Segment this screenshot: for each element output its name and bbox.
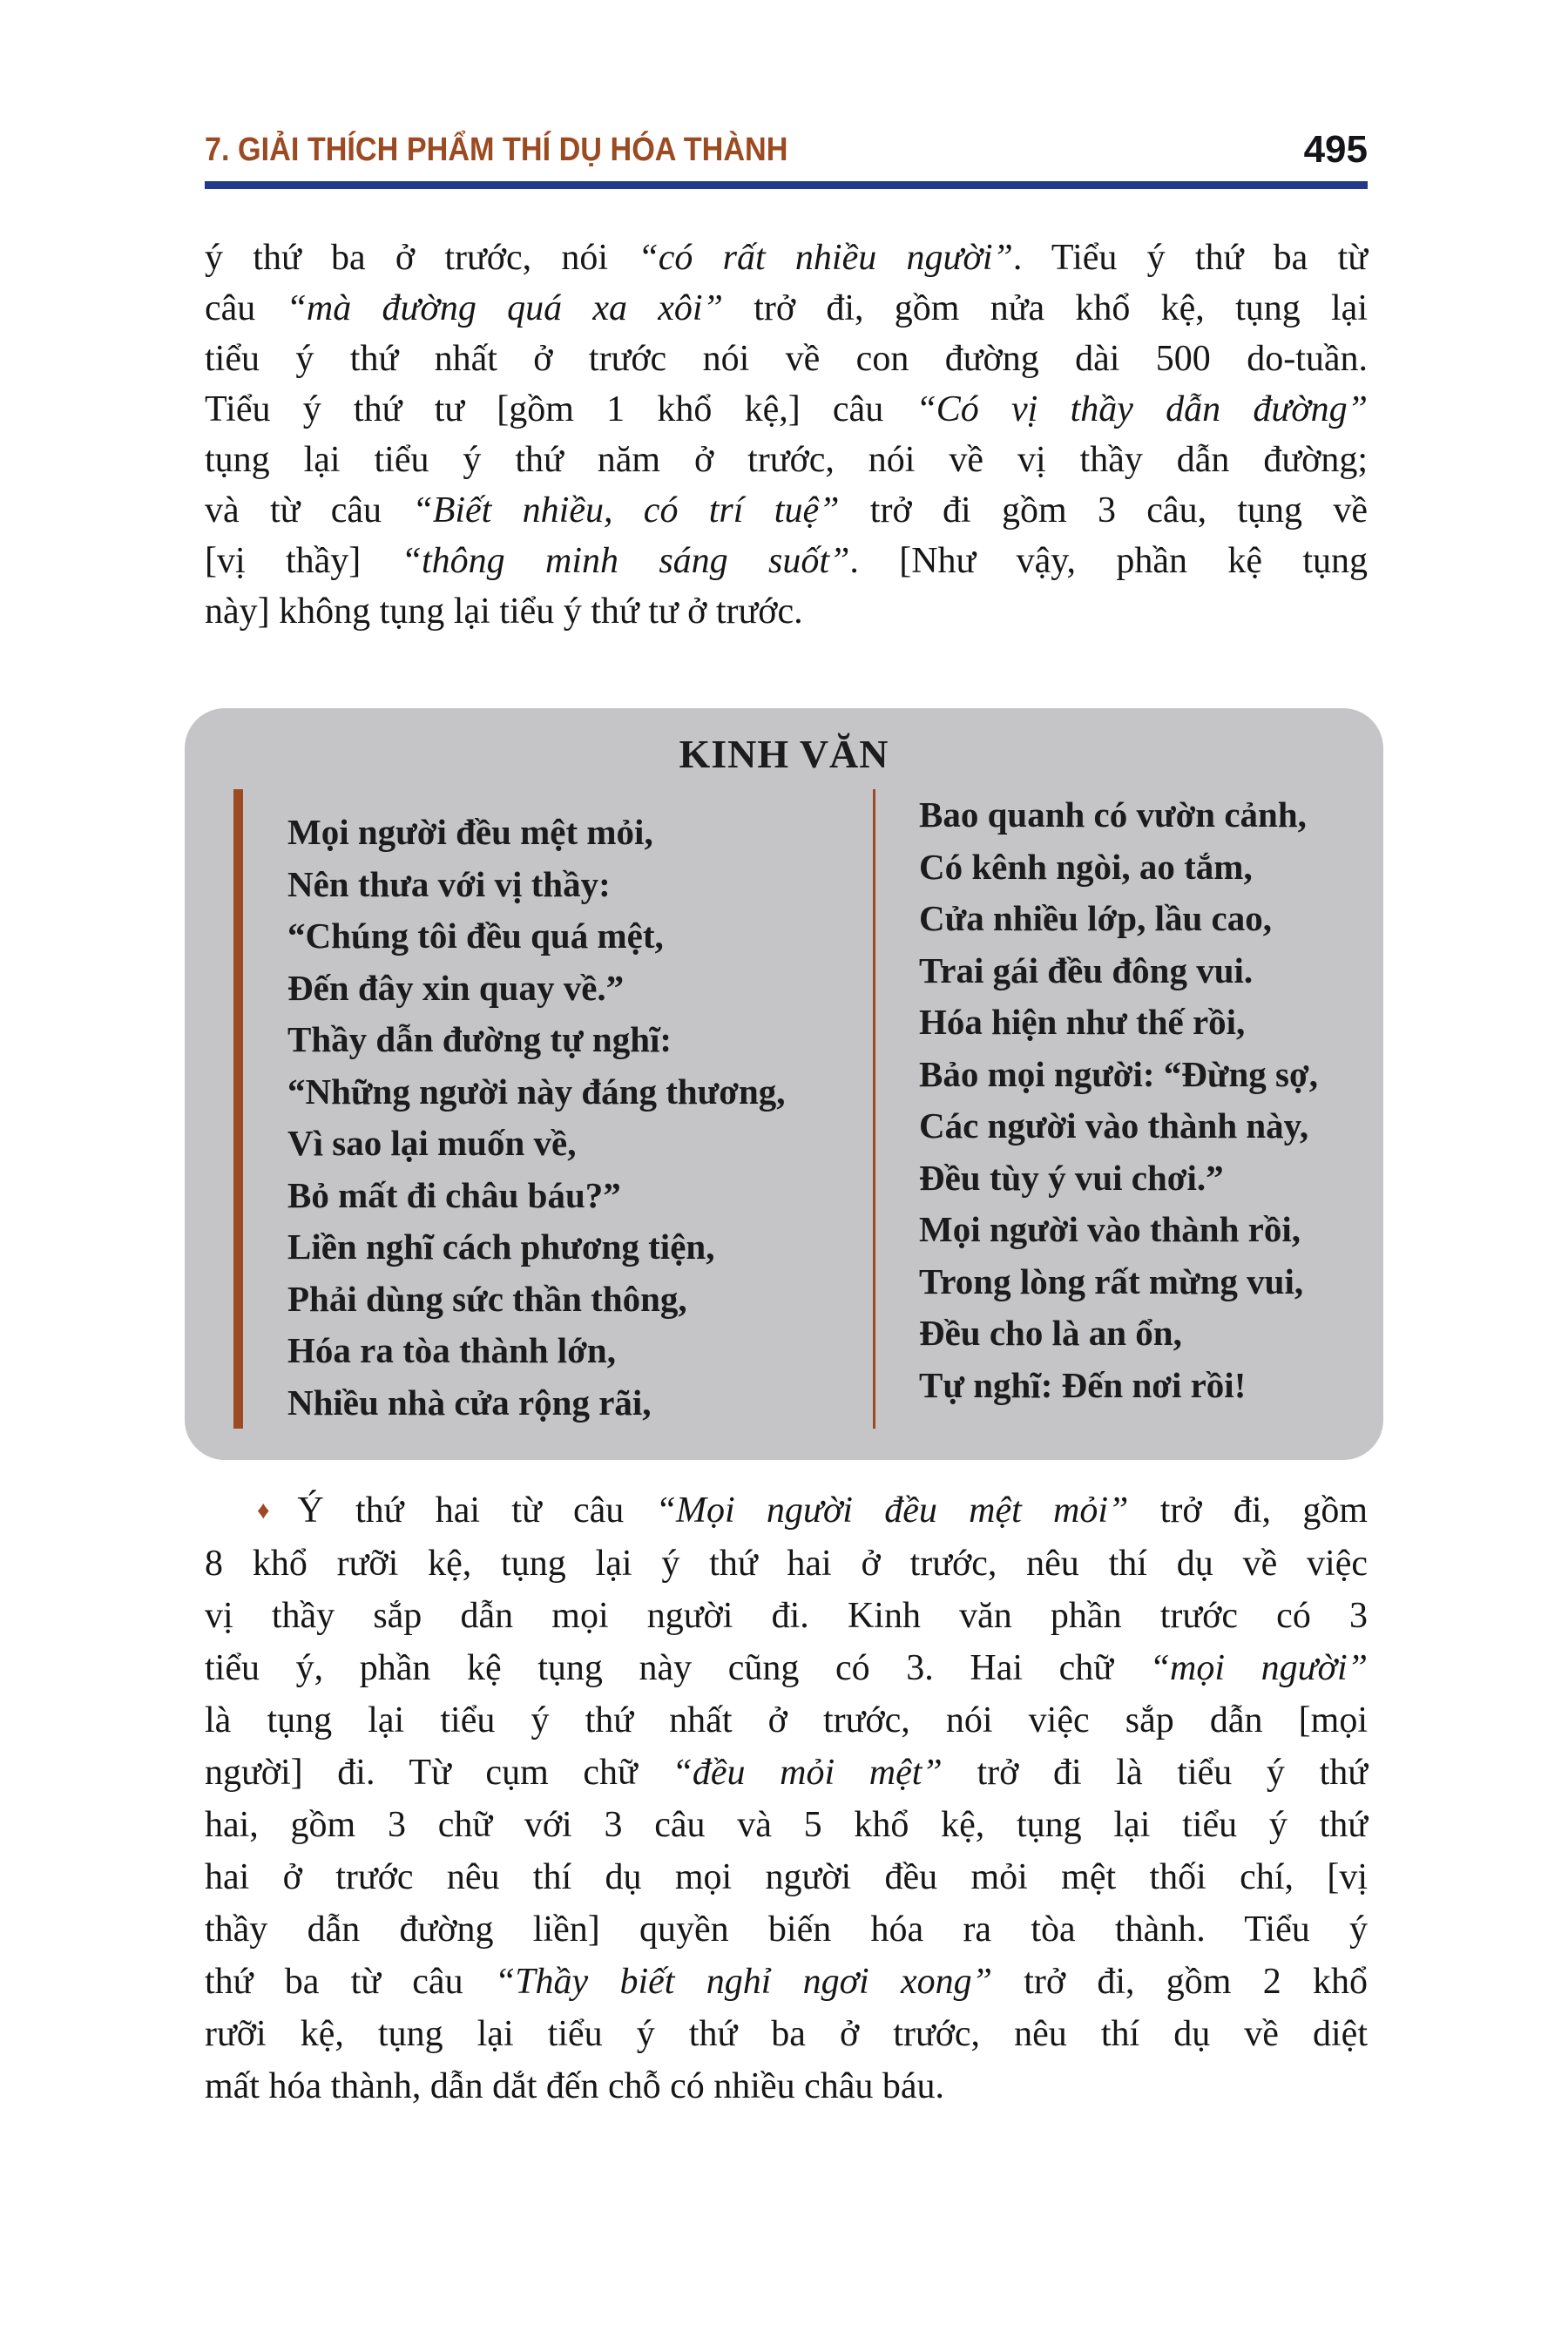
verse-line: Bao quanh có vườn cảnh, (919, 794, 1307, 835)
verse-line: Vì sao lại muốn về, (287, 1123, 577, 1163)
text-line: rưỡi kệ, tụng lại tiểu ý thứ ba ở trước, nêu thí dụ về diệt (205, 2014, 1368, 2055)
page-header (205, 128, 1368, 171)
verse-line: Đều cho là an ổn, (919, 1313, 1182, 1353)
text-line: là tụng lại tiểu ý thứ nhất ở trước, nói việc sắp dẫn [mọi (205, 1700, 1368, 1741)
verse-line: Mọi người đều mệt mỏi, (287, 812, 653, 852)
text-line: câu “mà đường quá xa xôi” trở đi, gồm nửa khổ kệ, tụng lại (205, 288, 1368, 328)
verse-line: Nhiều nhà cửa rộng rãi, (287, 1382, 652, 1423)
kinh-van-box (185, 708, 1383, 1460)
verse-line: Cửa nhiều lớp, lầu cao, (919, 898, 1272, 938)
text-line: người] đi. Từ cụm chữ “đều mỏi mệt” trở đi là tiểu ý thứ (205, 1753, 1368, 1794)
verse-line: Đến đây xin quay về.” (287, 967, 625, 1008)
commentary-paragraph (205, 1484, 1368, 2112)
text-line: ♦ Ý thứ hai từ câu “Mọi người đều mệt mỏi” trở đi, gồm (257, 1490, 1368, 1531)
text-line: [vị thầy] “thông minh sáng suốt”. [Như vậy, phần kệ tụng (205, 541, 1368, 581)
verse-line: Liền nghĩ cách phương tiện, (287, 1227, 715, 1267)
verse-line: Thầy dẫn đường tự nghĩ: (287, 1019, 672, 1059)
verse-line: Mọi người vào thành rồi, (919, 1209, 1301, 1249)
verse-line: Đều tùy ý vui chơi.” (919, 1157, 1224, 1198)
text-line: vị thầy sắp dẫn mọi người đi. Kinh văn phần trước có 3 (205, 1596, 1368, 1637)
verse-line: Tự nghĩ: Đến nơi rồi! (919, 1364, 1247, 1405)
text-line: hai ở trước nêu thí dụ mọi người đều mỏi mệt thối chí, [vị (205, 1857, 1368, 1898)
verse-column-right (875, 789, 1318, 1429)
text-line: tiểu ý thứ nhất ở trước nói về con đường dài 500 do-tuần. (205, 339, 1368, 379)
text-line: tụng lại tiểu ý thứ năm ở trước, nói về vị thầy dẫn đường; (205, 440, 1368, 480)
kinh-van-title: KINH VĂN (679, 732, 889, 776)
text-line: hai, gồm 3 chữ với 3 câu và 5 khổ kệ, tụng lại tiểu ý thứ (205, 1805, 1368, 1846)
verse-line: Có kênh ngòi, ao tắm, (919, 846, 1253, 887)
kinh-van-columns (185, 789, 1383, 1429)
verse-line: Trong lòng rất mừng vui, (919, 1260, 1304, 1301)
text-line: này] không tụng lại tiểu ý thứ tư ở trước. (205, 591, 803, 632)
verse-line: Các người vào thành này, (919, 1105, 1309, 1146)
verse-line: Phải dùng sức thần thông, (287, 1278, 687, 1319)
text-line: tiểu ý, phần kệ tụng này cũng có 3. Hai chữ “mọi người” (205, 1648, 1368, 1689)
chapter-title: 7. GIẢI THÍCH PHẨM THÍ DỤ HÓA THÀNH (205, 132, 788, 168)
verse-line: “Những người này đáng thương, (287, 1071, 786, 1112)
verse-line: “Chúng tôi đều quá mệt, (287, 916, 664, 956)
header-rule (205, 181, 1368, 189)
verse-line: Bỏ mất đi châu báu?” (287, 1174, 621, 1215)
text-line: mất hóa thành, dẫn dắt đến chỗ có nhiều châu báu. (205, 2066, 945, 2107)
page-number: 495 (1303, 128, 1368, 171)
text-line: ý thứ ba ở trước, nói “có rất nhiều người”. Tiểu ý thứ ba từ (205, 238, 1368, 278)
verse-line: Bảo mọi người: “Đừng sợ, (919, 1053, 1318, 1094)
verse-line: Nên thưa với vị thầy: (287, 863, 611, 904)
text-line: và từ câu “Biết nhiều, có trí tuệ” trở đi gồm 3 câu, tụng về (205, 490, 1369, 531)
intro-paragraph (205, 233, 1368, 637)
verse-line: Hóa ra tòa thành lớn, (287, 1330, 616, 1370)
text-line: thứ ba từ câu “Thầy biết nghỉ ngơi xong” trở đi, gồm 2 khổ (205, 1962, 1368, 2003)
verse-line: Trai gái đều đông vui. (919, 950, 1254, 990)
text-line: thầy dẫn đường liền] quyền biến hóa ra tòa thành. Tiểu ý (205, 1909, 1368, 1950)
text-line: 8 khổ rưỡi kệ, tụng lại ý thứ hai ở trước, nêu thí dụ về việc (205, 1544, 1368, 1585)
verse-column-left (243, 789, 873, 1429)
diamond-bullet-icon: ♦ (257, 1497, 293, 1525)
verse-accent-bar (233, 789, 243, 1429)
verse-line: Hóa hiện như thế rồi, (919, 1002, 1246, 1042)
text-line: Tiểu ý thứ tư [gồm 1 khổ kệ,] câu “Có vị thầy dẫn đường” (205, 389, 1369, 429)
